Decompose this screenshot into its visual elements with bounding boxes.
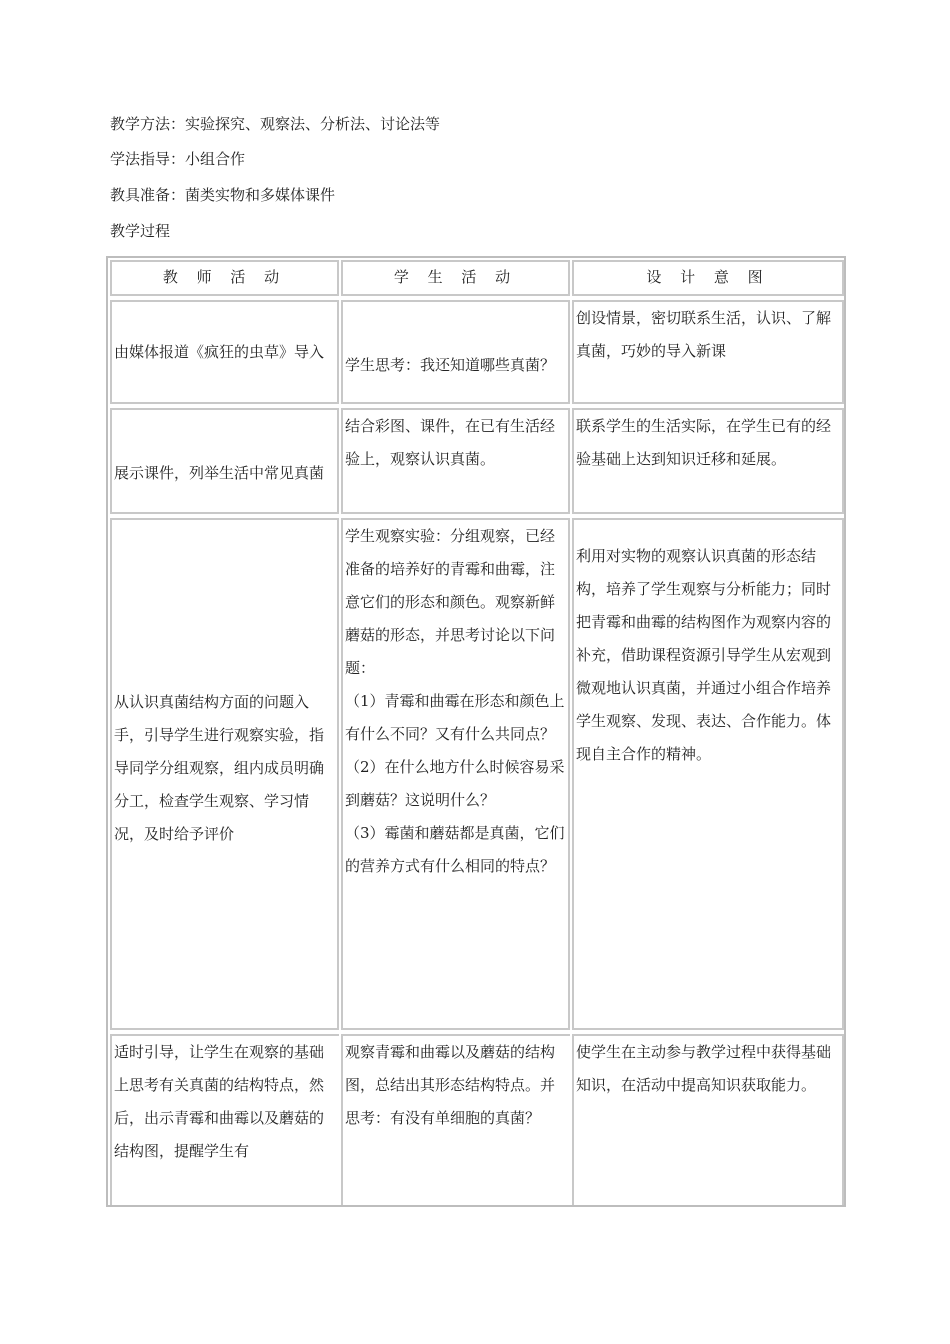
table-header-row — [108, 260, 844, 296]
student-activity-cell: 观察青霉和曲霉以及蘑菇的结构图，总结出其形态结构特点。并思考：有没有单细胞的真菌？ — [341, 1034, 570, 1205]
question-3: （3）霉菌和蘑菇都是真菌，它们的营养方式有什么相同的特点？ — [345, 824, 565, 875]
teacher-activity-cell: 从认识真菌结构方面的问题入手，引导学生进行观察实验，指导同学分组观察，组内成员明确分工，检查学生观察、学习情况，及时给予评价 — [110, 518, 339, 1030]
table-row — [108, 300, 844, 404]
header-teacher-activity: 教 师 活 动 — [110, 260, 339, 296]
teacher-activity-cell: 由媒体报道《疯狂的虫草》导入 — [110, 300, 339, 404]
question-2: （2）在什么地方什么时候容易采到蘑菇？这说明什么？ — [345, 758, 565, 809]
teaching-process-heading: 教学过程 — [110, 222, 171, 240]
student-activity-intro: 学生观察实验：分组观察，已经准备的培养好的青霉和曲霉，注意它们的形态和颜色。观察新鲜蘑菇的形态，并思考讨论以下问题： — [345, 527, 556, 677]
teacher-activity-cell: 展示课件，列举生活中常见真菌 — [110, 408, 339, 514]
table-row — [108, 518, 844, 1030]
student-activity-cell: 结合彩图、课件，在已有生活经验上，观察认识真菌。 — [341, 408, 570, 514]
table-row — [108, 408, 844, 514]
student-activity-cell — [341, 518, 570, 1030]
teaching-equipment: 教具准备：菌类实物和多媒体课件 — [110, 186, 336, 204]
design-intent-cell: 利用对实物的观察认识真菌的形态结构，培养了学生观察与分析能力；同时把青霉和曲霉的结构图作为观察内容的补充，借助课程资源引导学生从宏观到微观地认识真菌，并通过小组合作培养学生观察、发现、表达、合作能力。体现自主合作的精神。 — [572, 518, 844, 1030]
teaching-process-table — [106, 256, 846, 1207]
learning-guidance: 学法指导：小组合作 — [110, 150, 246, 168]
student-activity-cell: 学生思考：我还知道哪些真菌？ — [341, 300, 570, 404]
teaching-method: 教学方法：实验探究、观察法、分析法、讨论法等 — [110, 115, 441, 133]
design-intent-cell: 使学生在主动参与教学过程中获得基础知识，在活动中提高知识获取能力。 — [572, 1034, 844, 1205]
teacher-activity-cell: 适时引导，让学生在观察的基础上思考有关真菌的结构特点，然后，出示青霉和曲霉以及蘑菇的结构图，提醒学生有 — [110, 1034, 339, 1205]
header-student-activity: 学 生 活 动 — [341, 260, 570, 296]
question-1: （1）青霉和曲霉在形态和颜色上有什么不同？又有什么共同点？ — [345, 692, 565, 743]
design-intent-cell: 联系学生的生活实际，在学生已有的经验基础上达到知识迁移和延展。 — [572, 408, 844, 514]
design-intent-cell: 创设情景，密切联系生活，认识、了解真菌，巧妙的导入新课 — [572, 300, 844, 404]
table-row — [108, 1034, 844, 1205]
header-design-intent: 设 计 意 图 — [572, 260, 844, 296]
